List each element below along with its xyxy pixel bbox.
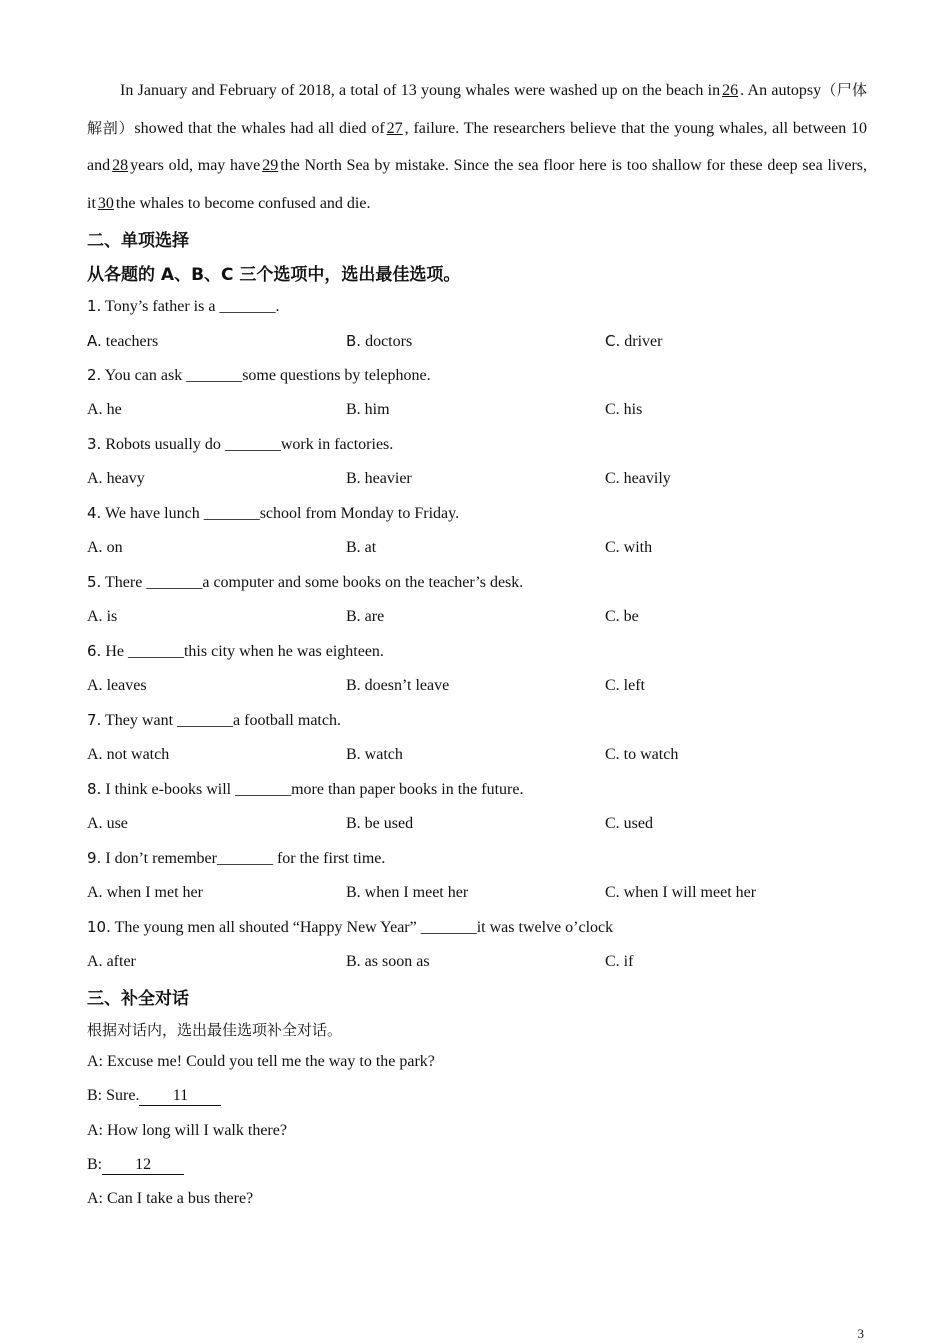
option-a [87, 884, 203, 902]
option-b [346, 401, 390, 419]
option-text: is [106, 608, 118, 625]
dialogue-speaker-text: B: [87, 1156, 103, 1173]
question-stem [87, 435, 887, 454]
question-stem [87, 780, 887, 799]
option-letter: A. [87, 677, 103, 694]
option-letter: A. [87, 539, 103, 556]
option-text: he [106, 401, 122, 418]
option-letter: A. [87, 746, 103, 763]
question-text: Robots usually do _______work in factories. [105, 436, 394, 453]
option-c [605, 815, 653, 833]
option-letter: B. [346, 953, 361, 970]
option-text: left [623, 677, 645, 694]
section-2-title: 二、单项选择 [87, 231, 189, 251]
question-stem [87, 297, 887, 316]
question-text: The young men all shouted “Happy New Year” _______it was twelve o’clock [114, 919, 614, 936]
option-text: heavily [623, 470, 671, 487]
option-letter: C. [605, 677, 620, 694]
option-c [605, 539, 652, 557]
option-text: driver [624, 333, 663, 350]
option-text: when I will meet her [623, 884, 757, 901]
option-letter: B. [346, 677, 361, 694]
option-text: if [623, 953, 634, 970]
option-c [605, 332, 662, 351]
passage-text: showed that the whales had all died of [134, 119, 385, 137]
question-text: Tony’s father is a _______. [105, 298, 280, 315]
option-letter: C. [605, 332, 621, 350]
passage-text: . An autopsy [740, 82, 822, 99]
dialogue-line: A: Can I take a bus there? [87, 1190, 254, 1207]
question-stem [87, 849, 887, 868]
blank-12: 12 [102, 1156, 184, 1175]
page-number: 3 [857, 1326, 864, 1341]
question-number: 5. [87, 573, 102, 591]
passage-annotation: （尸体解剖） [87, 81, 868, 137]
option-letter: B. [346, 815, 361, 832]
option-b [346, 746, 403, 764]
option-c [605, 953, 633, 971]
option-text: with [623, 539, 653, 556]
option-text: watch [364, 746, 403, 763]
option-b [346, 539, 376, 557]
option-text: to watch [623, 746, 679, 763]
option-c [605, 677, 645, 695]
question-text: He _______this city when he was eighteen. [105, 643, 384, 660]
question-stem [87, 366, 887, 385]
option-c [605, 746, 678, 764]
option-text: as soon as [364, 953, 430, 970]
option-a [87, 746, 169, 764]
option-a [87, 815, 128, 833]
blank-28: 28 [112, 157, 129, 174]
section-3-instruction: 根据对话内，选出最佳选项补全对话。 [87, 1021, 343, 1039]
section-3-title: 三、补全对话 [87, 989, 189, 1009]
option-letter: C. [605, 746, 620, 763]
option-text: are [364, 608, 385, 625]
option-letter: A. [87, 470, 103, 487]
option-letter: A. [87, 953, 103, 970]
blank-30: 30 [97, 194, 114, 212]
question-text: You can ask _______some questions by telephone. [104, 367, 431, 384]
option-text: not watch [106, 746, 170, 763]
passage-text: years old, may have [130, 157, 261, 174]
dialogue-line [87, 1156, 887, 1175]
question-stem [87, 711, 887, 730]
option-letter: C. [605, 608, 620, 625]
question-number: 1. [87, 297, 102, 315]
option-c [605, 884, 756, 902]
passage-text: the whales to become confused and die. [115, 194, 371, 212]
option-text: teachers [105, 333, 159, 350]
option-letter: C. [605, 539, 620, 556]
option-b [346, 677, 449, 695]
option-letter: B. [346, 539, 361, 556]
passage-text: the North Sea by mistake. Since the sea floor here is too shallow for these deep sea livers, it [87, 157, 868, 212]
question-text: They want _______a football match. [105, 712, 341, 729]
option-c [605, 470, 671, 488]
question-text: I don’t remember_______ for the first time. [105, 850, 386, 867]
option-text: him [364, 401, 390, 418]
passage-text: , failure. The researchers believe that the young whales, all between 10 and [87, 119, 867, 174]
option-text: be [623, 608, 639, 625]
option-text: after [106, 953, 136, 970]
option-b [346, 470, 412, 488]
question-number: 6. [87, 642, 102, 660]
option-a [87, 953, 136, 971]
question-number: 4. [87, 504, 102, 522]
option-a [87, 332, 158, 351]
option-text: heavier [364, 470, 412, 487]
dialogue-line: A: Excuse me! Could you tell me the way to the park? [87, 1053, 435, 1070]
option-text: leaves [106, 677, 147, 694]
option-b [346, 815, 413, 833]
option-letter: B. [346, 884, 361, 901]
option-letter: A. [87, 884, 103, 901]
blank-27: 27 [386, 119, 403, 137]
option-letter: C. [605, 953, 620, 970]
question-number: 9. [87, 849, 102, 867]
dialogue-line: A: How long will I walk there? [87, 1122, 287, 1139]
question-text: I think e-books will _______more than paper books in the future. [105, 781, 524, 798]
option-text: on [106, 539, 123, 556]
dialogue-line [87, 1087, 887, 1106]
option-a [87, 608, 117, 626]
option-b [346, 953, 430, 971]
passage-text: In January and February of 2018, a total of 13 young whales were washed up on the beach in [120, 82, 721, 99]
option-a [87, 470, 145, 488]
option-letter: C. [605, 401, 620, 418]
option-letter: A. [87, 332, 102, 350]
option-text: be used [364, 815, 414, 832]
option-text: at [364, 539, 377, 556]
question-number: 10. [87, 918, 111, 936]
option-letter: C. [605, 815, 620, 832]
question-stem [87, 573, 887, 592]
question-stem [87, 918, 887, 937]
option-a [87, 539, 123, 557]
option-letter: B. [346, 746, 361, 763]
option-letter: A. [87, 815, 103, 832]
option-letter: B. [346, 470, 361, 487]
question-number: 8. [87, 780, 102, 798]
option-letter: A. [87, 401, 103, 418]
option-b [346, 608, 384, 626]
question-text: We have lunch _______school from Monday to Friday. [105, 505, 460, 522]
option-b [346, 332, 412, 351]
dialogue-speaker-text: B: Sure. [87, 1087, 140, 1104]
option-text: heavy [106, 470, 145, 487]
option-letter: C. [605, 884, 620, 901]
blank-29: 29 [262, 157, 279, 174]
option-a [87, 677, 147, 695]
option-text: when I meet her [364, 884, 469, 901]
question-number: 7. [87, 711, 102, 729]
option-letter: C. [605, 470, 620, 487]
option-c [605, 401, 642, 419]
option-text: when I met her [106, 884, 203, 901]
question-stem [87, 642, 887, 661]
option-text: use [106, 815, 128, 832]
passage-paragraph [87, 72, 867, 222]
option-text: his [623, 401, 643, 418]
section-2-instruction: 从各题的 A、B、C 三个选项中，选出最佳选项。 [87, 265, 461, 285]
option-letter: B. [346, 608, 361, 625]
blank-26: 26 [722, 82, 739, 99]
cloze-passage [87, 72, 867, 222]
question-stem [87, 504, 887, 523]
option-a [87, 401, 122, 419]
option-c [605, 608, 639, 626]
option-text: doesn’t leave [364, 677, 450, 694]
option-text: used [623, 815, 653, 832]
option-b [346, 884, 468, 902]
option-letter: B. [346, 401, 361, 418]
blank-11: 11 [139, 1087, 221, 1106]
question-number: 2. [87, 366, 102, 384]
question-text: There _______a computer and some books on the teacher’s desk. [105, 574, 524, 591]
option-letter: A. [87, 608, 103, 625]
question-number: 3. [87, 435, 102, 453]
option-text: doctors [365, 333, 413, 350]
option-letter: B. [346, 332, 362, 350]
